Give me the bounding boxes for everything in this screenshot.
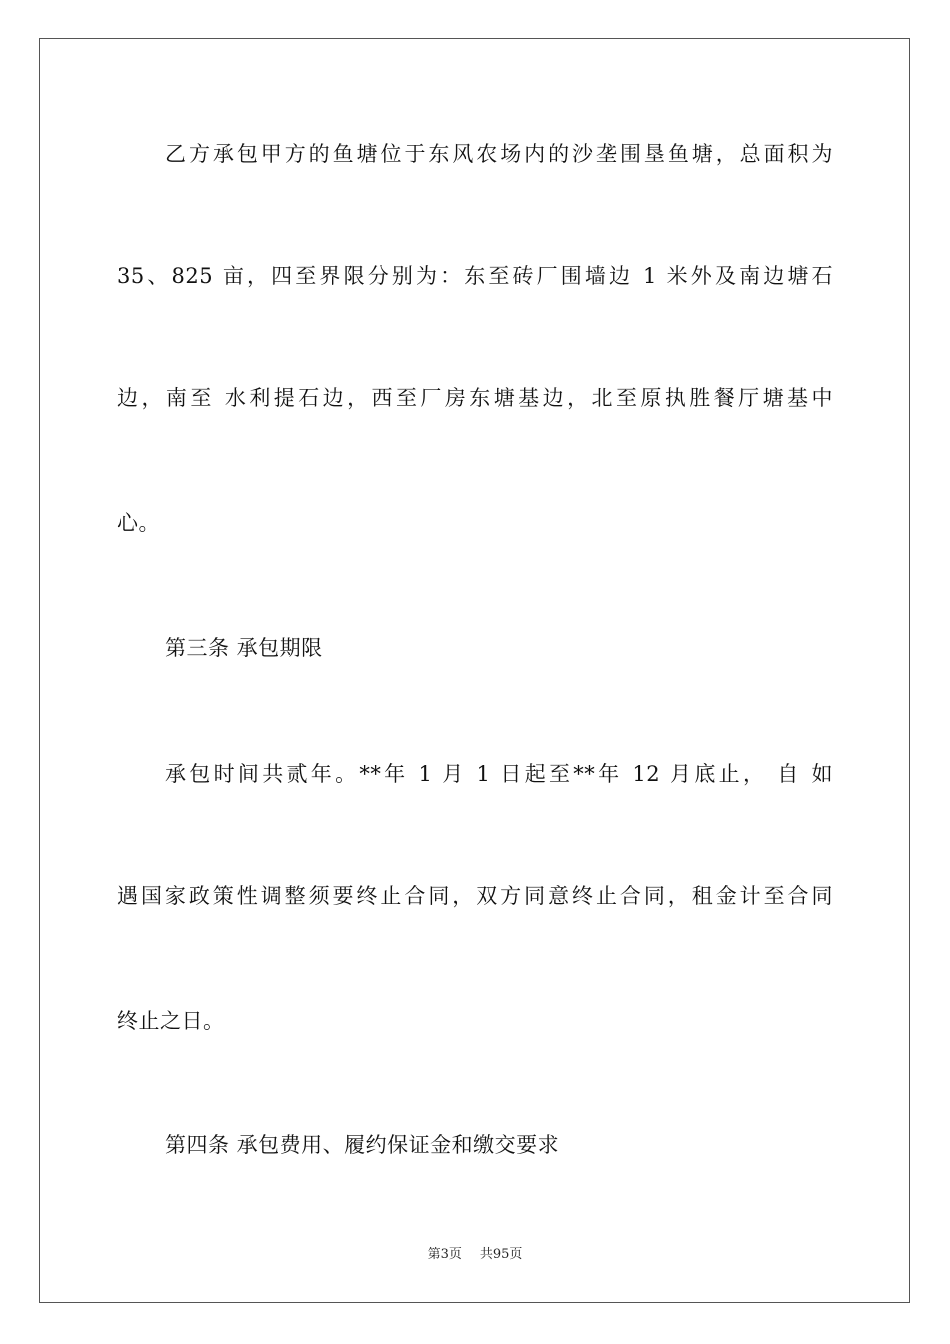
paragraph-2-line-1: 承包时间共贰年。**年 1 月 1 日起至**年 12 月底止， 自 如	[165, 762, 833, 786]
paragraph-2-line-3: 终止之日。	[117, 1009, 225, 1033]
paragraph-2-line-2: 遇国家政策性调整须要终止合同，双方同意终止合同，租金计至合同	[117, 884, 833, 908]
page-total: 共95页	[479, 1247, 523, 1262]
paragraph-1-line-4: 心。	[117, 511, 160, 535]
page-footer	[0, 1246, 950, 1264]
page-number: 第3页	[427, 1247, 462, 1262]
paragraph-1-line-3: 边，南至 水利提石边，西至厂房东塘基边，北至原执胜餐厅塘基中	[117, 386, 833, 410]
paragraph-1-line-1: 乙方承包甲方的鱼塘位于东风农场内的沙垄围垦鱼塘，总面积为	[165, 142, 833, 166]
section-heading-article-4: 第四条 承包费用、履约保证金和缴交要求	[165, 1133, 560, 1157]
paragraph-1-line-2: 35、825 亩，四至界限分别为：东至砖厂围墙边 1 米外及南边塘石	[117, 264, 833, 288]
section-heading-article-3: 第三条 承包期限	[165, 636, 323, 660]
page-border	[39, 38, 910, 1303]
